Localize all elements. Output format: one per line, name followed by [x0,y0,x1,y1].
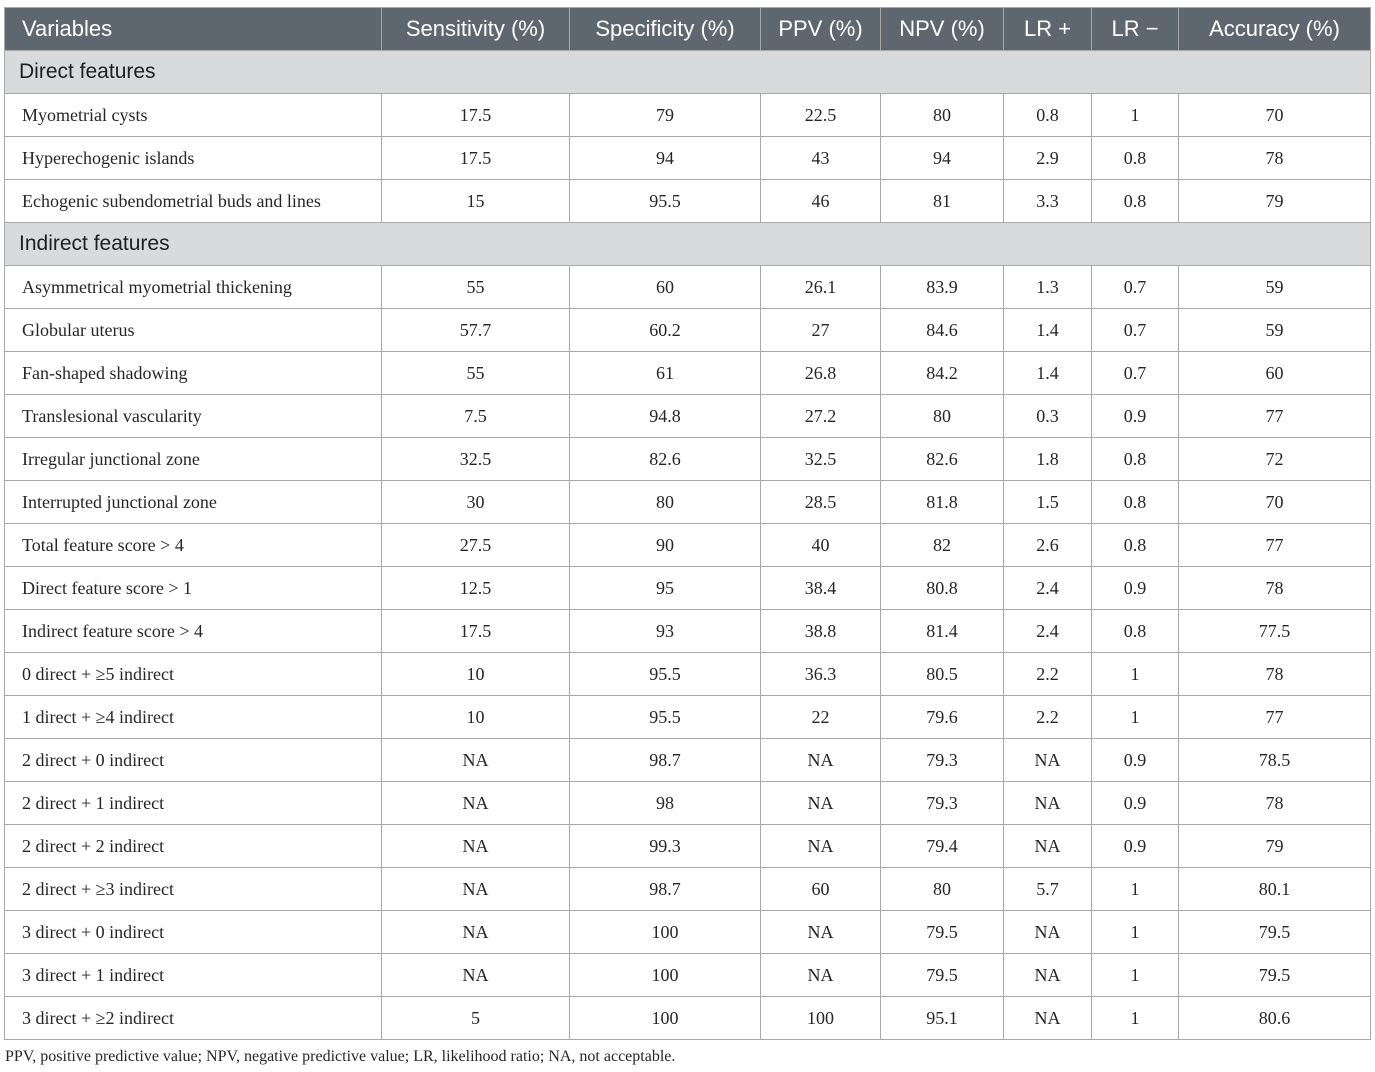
cell-specificity: 80 [570,481,761,524]
cell-lr-negative: 0.8 [1092,438,1179,481]
cell-accuracy: 79.5 [1179,954,1371,997]
cell-accuracy: 72 [1179,438,1371,481]
cell-sensitivity: 5 [382,997,570,1040]
cell-accuracy: 78.5 [1179,739,1371,782]
header-row [5,8,1371,51]
cell-variable: 3 direct + 0 indirect [5,911,382,954]
cell-lr-negative: 0.7 [1092,309,1179,352]
cell-specificity: 61 [570,352,761,395]
results-table [4,7,1371,1040]
cell-specificity: 60 [570,266,761,309]
cell-lr-positive: NA [1004,739,1092,782]
cell-specificity: 98.7 [570,739,761,782]
cell-lr-negative: 0.9 [1092,782,1179,825]
cell-lr-positive: 2.9 [1004,137,1092,180]
cell-lr-positive: 2.6 [1004,524,1092,567]
table-row [5,825,1371,868]
cell-accuracy: 77 [1179,524,1371,567]
section-header-row [5,51,1371,94]
section-title: Direct features [5,51,1371,94]
cell-sensitivity: 7.5 [382,395,570,438]
cell-ppv: 32.5 [761,438,881,481]
cell-accuracy: 59 [1179,309,1371,352]
cell-sensitivity: 32.5 [382,438,570,481]
cell-lr-negative: 0.8 [1092,180,1179,223]
table-body [5,51,1371,1040]
cell-variable: 3 direct + ≥2 indirect [5,997,382,1040]
cell-variable: Globular uterus [5,309,382,352]
cell-specificity: 98.7 [570,868,761,911]
table-row [5,94,1371,137]
cell-npv: 79.3 [881,739,1004,782]
cell-sensitivity: 30 [382,481,570,524]
cell-accuracy: 59 [1179,266,1371,309]
cell-lr-negative: 0.7 [1092,352,1179,395]
cell-accuracy: 77.5 [1179,610,1371,653]
table-row [5,137,1371,180]
cell-lr-positive: NA [1004,782,1092,825]
cell-lr-negative: 0.8 [1092,137,1179,180]
cell-npv: 95.1 [881,997,1004,1040]
cell-sensitivity: 10 [382,696,570,739]
header-sensitivity: Sensitivity (%) [382,8,570,51]
cell-accuracy: 79 [1179,825,1371,868]
cell-lr-negative: 0.8 [1092,524,1179,567]
cell-ppv: 22 [761,696,881,739]
cell-variable: 2 direct + 0 indirect [5,739,382,782]
cell-lr-negative: 0.9 [1092,739,1179,782]
cell-lr-negative: 0.9 [1092,825,1179,868]
cell-npv: 80.8 [881,567,1004,610]
table-footnote: PPV, positive predictive value; NPV, negative predictive value; LR, likelihood ratio; NA, not acceptable. [5,1048,676,1065]
cell-specificity: 100 [570,997,761,1040]
table-row [5,180,1371,223]
cell-sensitivity: 17.5 [382,94,570,137]
cell-ppv: 36.3 [761,653,881,696]
cell-accuracy: 80.1 [1179,868,1371,911]
cell-accuracy: 78 [1179,567,1371,610]
cell-lr-negative: 1 [1092,94,1179,137]
cell-accuracy: 70 [1179,481,1371,524]
cell-npv: 81.8 [881,481,1004,524]
cell-npv: 79.3 [881,782,1004,825]
cell-specificity: 82.6 [570,438,761,481]
cell-lr-positive: NA [1004,997,1092,1040]
cell-npv: 79.4 [881,825,1004,868]
cell-npv: 79.5 [881,911,1004,954]
cell-accuracy: 70 [1179,94,1371,137]
cell-specificity: 100 [570,954,761,997]
cell-ppv: 40 [761,524,881,567]
cell-variable: Interrupted junctional zone [5,481,382,524]
cell-npv: 84.6 [881,309,1004,352]
cell-ppv: 100 [761,997,881,1040]
table-header [5,8,1371,51]
cell-ppv: NA [761,782,881,825]
cell-specificity: 79 [570,94,761,137]
cell-sensitivity: 17.5 [382,137,570,180]
cell-lr-negative: 1 [1092,997,1179,1040]
cell-sensitivity: 55 [382,266,570,309]
cell-lr-positive: 1.4 [1004,352,1092,395]
cell-variable: Direct feature score > 1 [5,567,382,610]
cell-sensitivity: NA [382,782,570,825]
cell-variable: 1 direct + ≥4 indirect [5,696,382,739]
cell-ppv: 27.2 [761,395,881,438]
header-specificity: Specificity (%) [570,8,761,51]
cell-lr-positive: 0.3 [1004,395,1092,438]
cell-accuracy: 80.6 [1179,997,1371,1040]
cell-variable: 2 direct + 2 indirect [5,825,382,868]
cell-variable: Myometrial cysts [5,94,382,137]
cell-variable: Asymmetrical myometrial thickening [5,266,382,309]
cell-npv: 79.5 [881,954,1004,997]
table-row [5,610,1371,653]
header-ppv: PPV (%) [761,8,881,51]
cell-ppv: NA [761,825,881,868]
cell-npv: 83.9 [881,266,1004,309]
table-row [5,524,1371,567]
cell-specificity: 90 [570,524,761,567]
cell-accuracy: 78 [1179,137,1371,180]
cell-npv: 84.2 [881,352,1004,395]
cell-sensitivity: 17.5 [382,610,570,653]
cell-lr-negative: 0.8 [1092,481,1179,524]
cell-sensitivity: 15 [382,180,570,223]
cell-sensitivity: 55 [382,352,570,395]
cell-lr-negative: 1 [1092,868,1179,911]
cell-npv: 81.4 [881,610,1004,653]
cell-specificity: 98 [570,782,761,825]
cell-lr-negative: 1 [1092,653,1179,696]
cell-accuracy: 77 [1179,696,1371,739]
cell-npv: 82 [881,524,1004,567]
cell-npv: 80 [881,94,1004,137]
cell-npv: 80 [881,395,1004,438]
cell-lr-negative: 0.9 [1092,567,1179,610]
cell-variable: Hyperechogenic islands [5,137,382,180]
cell-variable: 2 direct + ≥3 indirect [5,868,382,911]
cell-npv: 81 [881,180,1004,223]
cell-specificity: 100 [570,911,761,954]
cell-variable: 3 direct + 1 indirect [5,954,382,997]
cell-specificity: 95 [570,567,761,610]
cell-ppv: 22.5 [761,94,881,137]
cell-sensitivity: 12.5 [382,567,570,610]
cell-ppv: 26.8 [761,352,881,395]
cell-variable: Total feature score > 4 [5,524,382,567]
cell-ppv: 27 [761,309,881,352]
table-row [5,567,1371,610]
cell-specificity: 60.2 [570,309,761,352]
cell-npv: 94 [881,137,1004,180]
cell-sensitivity: 57.7 [382,309,570,352]
cell-accuracy: 60 [1179,352,1371,395]
table-row [5,911,1371,954]
cell-lr-negative: 1 [1092,696,1179,739]
cell-lr-positive: 1.8 [1004,438,1092,481]
table-row [5,266,1371,309]
cell-lr-positive: NA [1004,911,1092,954]
cell-lr-positive: 1.4 [1004,309,1092,352]
cell-specificity: 99.3 [570,825,761,868]
cell-lr-positive: 1.3 [1004,266,1092,309]
cell-lr-positive: NA [1004,954,1092,997]
header-accuracy: Accuracy (%) [1179,8,1371,51]
cell-lr-negative: 0.9 [1092,395,1179,438]
table-row [5,309,1371,352]
table-row [5,352,1371,395]
cell-sensitivity: 27.5 [382,524,570,567]
cell-npv: 80 [881,868,1004,911]
cell-ppv: 43 [761,137,881,180]
cell-specificity: 95.5 [570,696,761,739]
table-row [5,395,1371,438]
cell-ppv: NA [761,954,881,997]
cell-lr-positive: 2.4 [1004,610,1092,653]
cell-sensitivity: NA [382,911,570,954]
cell-lr-positive: 3.3 [1004,180,1092,223]
cell-lr-positive: 2.2 [1004,653,1092,696]
cell-lr-negative: 1 [1092,911,1179,954]
table-row [5,696,1371,739]
cell-specificity: 94 [570,137,761,180]
cell-variable: Fan-shaped shadowing [5,352,382,395]
cell-specificity: 94.8 [570,395,761,438]
cell-variable: Translesional vascularity [5,395,382,438]
header-lr-negative: LR − [1092,8,1179,51]
cell-lr-positive: NA [1004,825,1092,868]
cell-lr-negative: 1 [1092,954,1179,997]
table-row [5,481,1371,524]
table-row [5,739,1371,782]
table-row [5,653,1371,696]
cell-sensitivity: NA [382,739,570,782]
cell-accuracy: 79 [1179,180,1371,223]
cell-lr-positive: 1.5 [1004,481,1092,524]
table-row [5,868,1371,911]
cell-npv: 82.6 [881,438,1004,481]
cell-ppv: 38.4 [761,567,881,610]
cell-sensitivity: NA [382,868,570,911]
cell-variable: 2 direct + 1 indirect [5,782,382,825]
cell-ppv: 38.8 [761,610,881,653]
cell-sensitivity: NA [382,825,570,868]
cell-lr-positive: 0.8 [1004,94,1092,137]
header-npv: NPV (%) [881,8,1004,51]
cell-specificity: 95.5 [570,180,761,223]
cell-accuracy: 78 [1179,653,1371,696]
cell-variable: Irregular junctional zone [5,438,382,481]
table-row [5,438,1371,481]
cell-lr-positive: 5.7 [1004,868,1092,911]
cell-variable: 0 direct + ≥5 indirect [5,653,382,696]
cell-ppv: 46 [761,180,881,223]
table-row [5,997,1371,1040]
cell-lr-negative: 0.8 [1092,610,1179,653]
cell-accuracy: 79.5 [1179,911,1371,954]
cell-variable: Echogenic subendometrial buds and lines [5,180,382,223]
cell-accuracy: 77 [1179,395,1371,438]
cell-specificity: 95.5 [570,653,761,696]
cell-npv: 79.6 [881,696,1004,739]
table-row [5,954,1371,997]
cell-npv: 80.5 [881,653,1004,696]
cell-sensitivity: 10 [382,653,570,696]
cell-sensitivity: NA [382,954,570,997]
cell-ppv: NA [761,911,881,954]
cell-specificity: 93 [570,610,761,653]
table-row [5,782,1371,825]
cell-accuracy: 78 [1179,782,1371,825]
cell-lr-positive: 2.2 [1004,696,1092,739]
header-lr-positive: LR + [1004,8,1092,51]
cell-ppv: 60 [761,868,881,911]
section-title: Indirect features [5,223,1371,266]
section-header-row [5,223,1371,266]
cell-lr-positive: 2.4 [1004,567,1092,610]
cell-lr-negative: 0.7 [1092,266,1179,309]
cell-ppv: 26.1 [761,266,881,309]
cell-ppv: NA [761,739,881,782]
header-variables: Variables [5,8,382,51]
cell-ppv: 28.5 [761,481,881,524]
cell-variable: Indirect feature score > 4 [5,610,382,653]
